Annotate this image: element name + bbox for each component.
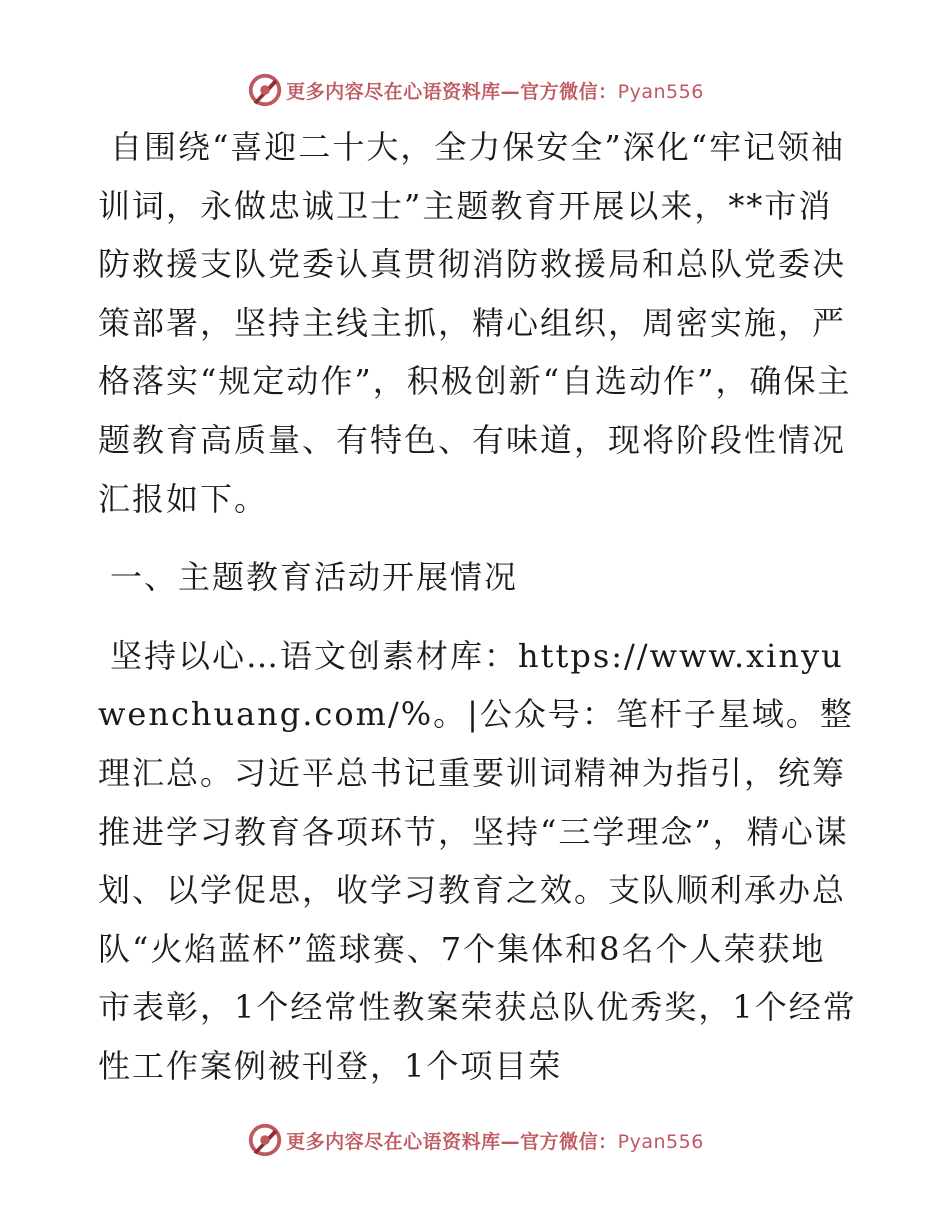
red-circle-pen-logo-icon [246,1121,284,1159]
section-heading: 一、主题教育活动开展情况 [110,558,519,597]
paragraph-section-1: 坚持以心…语文创素材库：https://www.xinyuwenchuang.com/%。|公众号：笔杆子星域。整理汇总。习近平总书记重要训词精神为指引，统筹推进学习教育各项环节，坚持“三学理念”，精心谋划、以学促思，收学习教育之效。支队顺利承办总队“火焰蓝杯”篮球赛、7个集体和8名个人荣获地市表彰，1个经常性教案荣获总队优秀奖，1个经常性工作案例被刊登，1个项目荣 [98,636,857,1085]
watermark-account: Pyan556 [617,1130,704,1153]
paragraph-intro: 自围绕“喜迎二十大，全力保安全”深化“牢记领袖训词，永做忠诚卫士”主题教育开展以来，**市消防救援支队党委认真贯彻消防救援局和总队党委决策部署，坚持主线主抓，精心组织，周密实施，严格落实“规定动作”，积极创新“自选动作”，确保主题教育高质量、有特色、有味道，现将阶段性情况汇报如下。 [98,128,852,518]
red-circle-pen-logo-icon [246,71,284,109]
watermark-banner-bottom [0,1120,950,1160]
watermark-text: 更多内容尽在心语资料库—官方微信：Pyan556 [286,1130,704,1153]
watermark-text: 更多内容尽在心语资料库—官方微信：Pyan556 [286,80,704,103]
watermark-banner-top [0,70,950,110]
document-body [98,118,858,1096]
watermark-account: Pyan556 [617,80,704,103]
